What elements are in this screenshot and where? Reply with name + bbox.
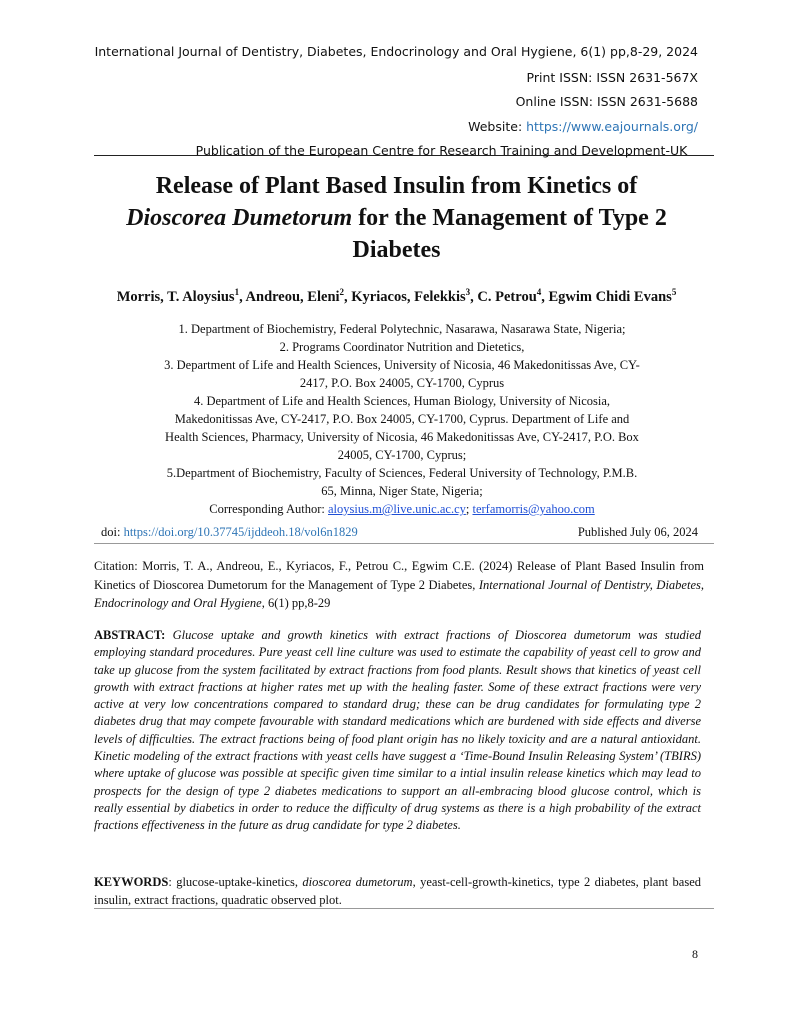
affiliation-4a: 4. Department of Life and Health Sciences, Human Biology, University of Nicosia, xyxy=(193,394,611,408)
title-line-2-rest: for the Management of Type 2 xyxy=(352,205,667,231)
online-issn: Online ISSN: ISSN 2631-5688 xyxy=(515,94,698,109)
affiliation-4b: Makedonitissas Ave, CY-2417, P.O. Box 24005, CY-1700, Cyprus. Department of Life and xyxy=(174,412,630,426)
keywords-rule xyxy=(94,908,714,909)
doi-rule xyxy=(94,543,714,544)
keywords-post: , yeast-cell-growth-kinetics, type 2 diabetes, plant based insulin, extract fractions, quadratic observed plot. xyxy=(94,875,701,907)
author-5: , Egwim Chidi Evans xyxy=(541,288,672,305)
affiliation-5a: 5.Department of Biochemistry, Faculty of Sciences, Federal University of Technology, P.M.B. xyxy=(166,466,638,480)
affiliation-2: 2. Programs Coordinator Nutrition and Dietetics, xyxy=(279,340,525,354)
website-label: Website: xyxy=(468,119,527,134)
keywords-label: KEYWORDS xyxy=(94,875,169,889)
publisher-text: Publication of the European Centre for Research Training and Development-UK xyxy=(195,143,688,158)
abstract xyxy=(94,627,701,835)
author-4: , C. Petrou xyxy=(470,288,537,305)
doi-row xyxy=(101,525,698,540)
email-separator: ; xyxy=(465,502,473,516)
abstract-label: ABSTRACT: xyxy=(94,628,173,642)
citation-text: Citation: Morris, T. A., Andreou, E., Kyriacos, F., Petrou C., Egwim C.E. (2024) Release of Plant Based Insulin from Kinetics of Dioscorea Dumetorum for the Management of Type 2 Diabetes, xyxy=(94,559,704,592)
paper-title xyxy=(95,170,698,266)
keywords xyxy=(94,874,701,909)
citation-journal: International Journal of Dentistry, Diabetes, Endocrinology and Oral Hygiene xyxy=(94,577,704,610)
author-2-sup: 2 xyxy=(339,287,345,297)
title-line-3: Diabetes xyxy=(352,237,441,263)
email-link-2[interactable]: terfamorris@yahoo.com xyxy=(472,502,595,516)
keywords-pre: : glucose-uptake-kinetics, xyxy=(168,875,303,889)
print-issn: Print ISSN: ISSN 2631-567X xyxy=(526,70,698,85)
title-line-1: Release of Plant Based Insulin from Kinetics of xyxy=(155,173,638,199)
page-number: 8 xyxy=(692,947,698,961)
website-line xyxy=(468,119,698,134)
author-1-sup: 1 xyxy=(234,287,240,297)
citation xyxy=(94,557,704,613)
author-5-sup: 5 xyxy=(671,287,677,297)
affiliation-4c: Health Sciences, Pharmacy, University of Nicosia, 46 Makedonitissas Ave, CY-2417, P.O. Box xyxy=(165,430,639,444)
author-3: , Kyriacos, Felekkis xyxy=(344,288,466,305)
author-3-sup: 3 xyxy=(465,287,471,297)
email-link-1[interactable]: aloysius.m@live.unic.ac.cy xyxy=(328,502,466,516)
abstract-text: Glucose uptake and growth kinetics with extract fractions of Dioscorea dumetorum was studied employing standard procedures. Pure yeast cell line culture was used to estimate the capability of yeast cell to grow and take up glucose from the system facilitated by extract fractions from food plants. Result shows that kinetics of yeast cell growth with extract fractions at higher rates met up with the healing faster. Some of these extract fractions were very active at very low concentrations compared to standard drug; these can be drug candidates for formulating type 2 diabetes drug that may compete favourable with standard medications which are burdened with side effects and diverse levels of difficulties. The extract fractions being of food plant origin has no likely toxicity and are a natural antioxidant. Kinetic modeling of the extract fractions with yeast cells have suggest a ‘Time-Bound Insulin Releasing System’ (TBIRS) where uptake of glucose was possible at specific given time similar to a intial insulin release kinetics which may lead to prospects for the design of type 2 diabetes medications to support an all-embracing blood glucose control, which is really essential by diabetics in order to reduce the difficulty of drug systems as there is a high probability of the extract fractions effectiveness in the future as drug candidate for type 2 diabetes. xyxy=(94,628,702,833)
corresponding-author xyxy=(112,500,692,518)
affiliation-4d: 24005, CY-1700, Cyprus; xyxy=(337,448,467,462)
doi-label: doi: xyxy=(101,525,124,539)
journal-header: International Journal of Dentistry, Diabetes, Endocrinology and Oral Hygiene, 6(1) pp,8-29, 2024 xyxy=(94,44,698,59)
citation-tail: , 6(1) pp,8-29 xyxy=(261,596,331,610)
affiliation-5b: 65, Minna, Niger State, Nigeria; xyxy=(321,484,483,498)
published-date: Published July 06, 2024 xyxy=(577,525,698,539)
author-2: , Andreou, Eleni xyxy=(239,288,340,305)
corresponding-label: Corresponding Author: xyxy=(209,502,328,516)
title-line-2 xyxy=(95,202,698,234)
affiliations xyxy=(112,320,692,518)
doi-link[interactable]: https://doi.org/10.37745/ijddeoh.18/vol6n1829 xyxy=(123,525,358,539)
affiliation-3a: 3. Department of Life and Health Sciences, University of Nicosia, 46 Makedonitissas Ave, CY- xyxy=(164,358,640,372)
author-4-sup: 4 xyxy=(536,287,542,297)
affiliation-1: 1. Department of Biochemistry, Federal Polytechnic, Nasarawa, Nasarawa State, Nigeria; xyxy=(178,322,626,336)
website-link[interactable]: https://www.eajournals.org/ xyxy=(526,119,698,134)
affiliation-3b: 2417, P.O. Box 24005, CY-1700, Cyprus xyxy=(299,376,505,390)
author-1: Morris, T. Aloysius xyxy=(116,288,235,305)
title-species: Dioscorea Dumetorum xyxy=(126,205,353,231)
keywords-italic: dioscorea dumetorum xyxy=(302,875,413,889)
author-list xyxy=(95,287,698,306)
publisher-line xyxy=(0,143,791,158)
